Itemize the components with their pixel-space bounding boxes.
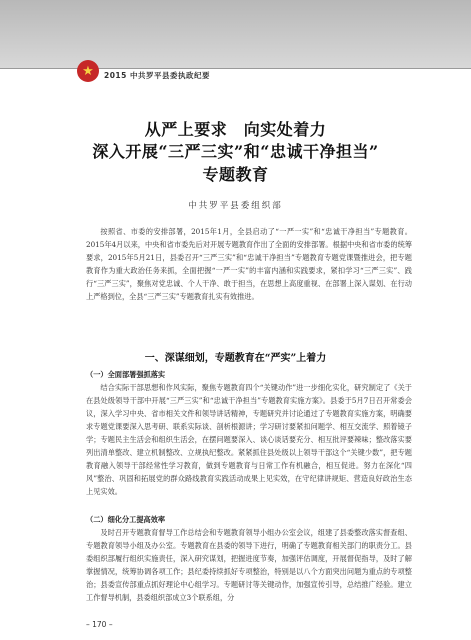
sub-heading-2: （二）细化分工提高效率 — [86, 515, 166, 524]
party-emblem-icon — [77, 60, 99, 82]
sub1-paragraph: 结合实际干部思想和作风实际，聚焦专题教育四个“关键动作”进一步细化实化，研究制定了《关于在县处级领导干部中开展“三严三实”和“忠诚干净担当”专题教育实施方案》。县委于5月7日召开常委会议，深入学习中央、省市相关文件和领导讲话精神，专题研究并讨论通过了专题教育实施方案，明确要求专题党课要深入思考研、联系实际谈、剖析根源讲；学习研讨要紧扣问题学、相互交流学、照着镜子学；专题民主生活会和组织生活会，在摆问题要深入、谈心谈话要充分、相互批评要辣味；整改落实要列出清单整改、建立机制整改、立规执纪整改。紧紧抓住县处级以上领导干部这个“关键少数”，把专题教育融入领导干部经常性学习教育，做到专题教育与日常工作有机融合，相互促进。努力在深化“四风”整治、巩固和拓展党的群众路线教育实践活动成果上见实效，在守纪律讲规矩、营造良好政治生态上见实效。 — [86, 383, 412, 496]
emblem-star-icon: ★ — [82, 63, 94, 79]
sub-heading-1: （一）全面部署强抓落实 — [86, 370, 166, 379]
section-heading-1: 一、深谋细划，专题教育在“严实”上着力 — [144, 353, 327, 364]
page-header — [0, 0, 471, 86]
page-number: – 170 – — [86, 620, 113, 629]
sub2-paragraph: 及时召开专题教育督导工作总结会和专题教育领导小组办公室会议，组建了县委整改落实督查组、专题教育领导小组及办公室。专题教育在县委的领导下进行，明确了专题教育相关部门的职责分工。县委组织部履行组织实施责任，深入研究谋划，把握进度节奏，加强评估调度，开展督促指导，及时了解掌握情况，统筹协调各项工作；县纪委持续抓好专项整治，特别是以八个方面突出问题为重点的专项整治；县委宣传部重点抓好理论中心组学习。专题研讨等关键动作，加强宣传引导，总结推广经验。建立工作督导机制，县委组织部成立3个联系组，分 — [86, 528, 412, 602]
header-rule — [0, 68, 471, 85]
article-title-line2: 深入开展“三严三实”和“忠诚干净担当” — [92, 142, 379, 161]
article-title-line1: 从严上要求 向实处着力 — [144, 120, 327, 139]
article-title-line3: 专题教育 — [202, 165, 269, 184]
intro-paragraph: 按照省、市委的安排部署，2015年1月，全县启动了“一严一实”和“忠诚干净担当”专题教育。2015年4月以来，中央和省市委先后对开展专题教育作出了全面的安排部署。根据中央和省市委的统筹要求，2015年5月21日，县委召开“三严三实”和“忠诚干净担当”专题教育专题党课暨推进会，把专题教育作为重大政治任务来抓，全面把握“一严一实”的丰富内涵和实践要求，紧扣学习“三严三实”、践行“三严三实”，聚焦对党忠诚、个人干净、敢于担当，在思想上高度重视、在部署上深入谋划、在行动上严格到位，全县“三严三实”专题教育扎实有效推进。 — [86, 227, 412, 301]
article-author: 中共罗平县委组织部 — [188, 201, 283, 211]
running-title: 2015 中共罗平县委执政纪要 — [104, 71, 210, 80]
header-band — [0, 0, 471, 68]
